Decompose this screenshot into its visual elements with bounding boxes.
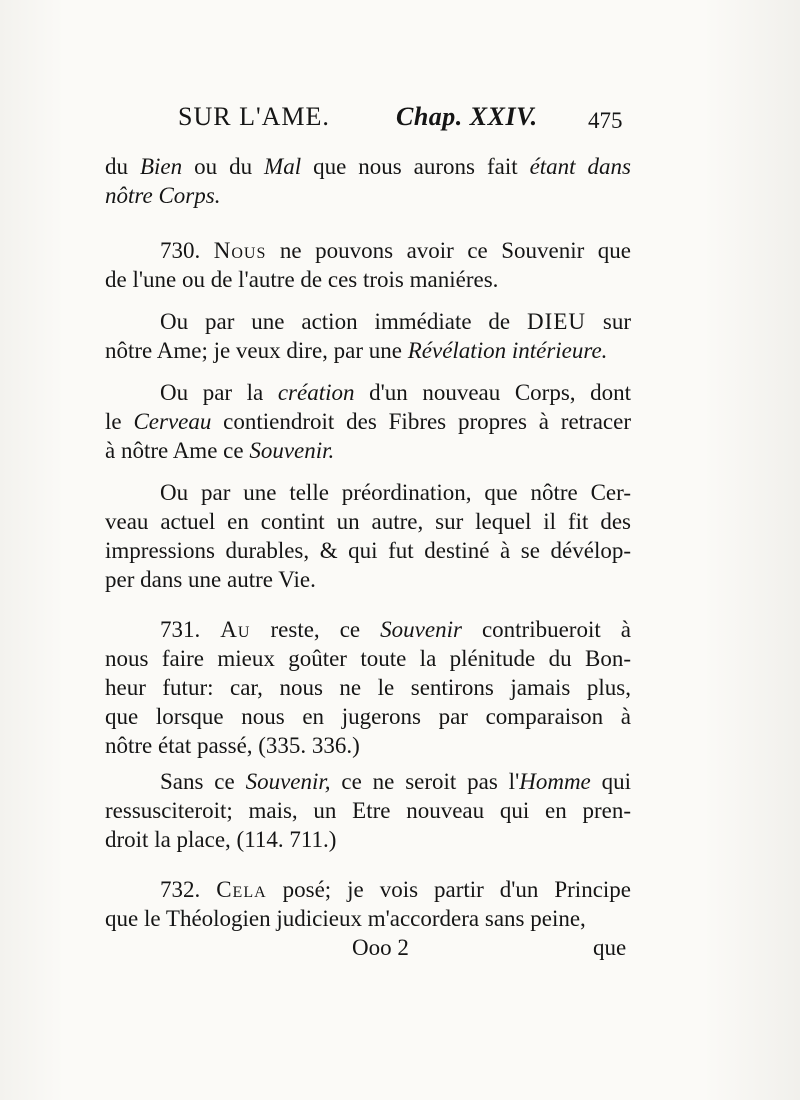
text-run: ou du (182, 154, 265, 179)
small-caps-run: DIEU (527, 309, 586, 334)
text-run: à nôtre Ame ce (105, 438, 250, 463)
text-line (105, 507, 631, 536)
italic-run: Souvenir (380, 617, 462, 642)
text-run: posé; je vois partir d'un Principe (266, 877, 632, 902)
text-run: du (105, 154, 140, 179)
paragraph-continuation (105, 152, 631, 210)
text-run: Sans ce (160, 769, 246, 794)
page-number: 475 (588, 108, 623, 133)
text-run: que lorsque nous en jugerons par comparaison à (105, 704, 631, 729)
text-line (105, 378, 631, 407)
text-line (105, 731, 631, 760)
text-run: per dans une autre Vie. (105, 567, 316, 592)
text-run: le (105, 409, 134, 434)
text-line (105, 436, 631, 465)
text-run: ne pouvons avoir ce Souvenir que (266, 238, 632, 263)
text-run: Ou par une telle préordination, que nôtre Cer- (160, 480, 631, 505)
text-line (105, 904, 631, 933)
header-title: SUR L'AME. (178, 102, 330, 131)
small-caps-run: Cela (216, 877, 267, 902)
paragraph-731 (105, 615, 631, 760)
italic-run: Mal (264, 154, 302, 179)
paragraph-730-option-1 (105, 307, 631, 365)
text-line (105, 615, 631, 644)
text-run: 732. (160, 877, 217, 902)
paragraph-730-option-3 (105, 478, 631, 594)
paragraph-730 (105, 236, 631, 294)
text-run: nôtre état passé, (335. 336.) (105, 733, 360, 758)
text-run: veau actuel en contint un autre, sur lequel il fit des (105, 509, 631, 534)
italic-run: nôtre Corps. (105, 183, 221, 208)
text-line (105, 673, 631, 702)
italic-run: Souvenir, (245, 769, 331, 794)
text-line (105, 181, 631, 210)
small-caps-run: Au (220, 617, 251, 642)
paragraph-732 (105, 875, 631, 933)
small-caps-run: Nous (213, 238, 267, 263)
signature-mark: Ooo 2 (352, 935, 409, 960)
text-line (105, 307, 631, 336)
text-run: droit la place, (114. 711.) (105, 827, 337, 852)
text-run: Ou par la (160, 380, 278, 405)
italic-run: création (277, 380, 355, 405)
text-run: contiendroit des Fibres propres à retracer (211, 409, 631, 434)
paragraph-730-option-2 (105, 378, 631, 465)
italic-run: Homme (519, 769, 591, 794)
text-line (105, 152, 631, 181)
text-line (105, 236, 631, 265)
italic-run: étant dans (529, 154, 631, 179)
text-line (105, 565, 631, 594)
italic-run: Cerveau (133, 409, 212, 434)
text-run: 731. (160, 617, 221, 642)
text-run: de l'une ou de l'autre de ces trois maniéres. (105, 267, 499, 292)
text-line (105, 478, 631, 507)
text-run: contribueroit à (461, 617, 631, 642)
text-run: d'un nouveau Corps, dont (354, 380, 632, 405)
text-line (105, 767, 631, 796)
text-line (105, 407, 631, 436)
text-run: 730. (160, 238, 214, 263)
text-line (105, 702, 631, 731)
text-run: que nous aurons fait (301, 154, 530, 179)
text-line (105, 265, 631, 294)
running-header (178, 100, 638, 140)
paragraph-731-continued (105, 767, 631, 854)
text-run: nôtre Ame; je veux dire, par une (105, 338, 408, 363)
italic-run: Révélation intérieure. (407, 338, 608, 363)
italic-run: Bien (139, 154, 183, 179)
text-run: nous faire mieux goûter toute la plénitude du Bon- (105, 646, 631, 671)
text-run: Ou par une action immédiate de (160, 309, 528, 334)
text-run: reste, ce (250, 617, 381, 642)
text-line (105, 875, 631, 904)
text-run: heur futur: car, nous ne le sentirons jamais plus, (105, 675, 631, 700)
text-run: qui (590, 769, 632, 794)
text-run: ressusciteroit; mais, un Etre nouveau qui en pren- (105, 798, 631, 823)
text-run: sur (585, 309, 631, 334)
text-run: que le Théologien judicieux m'accordera sans peine, (105, 906, 586, 931)
text-line (105, 825, 631, 854)
text-line (105, 336, 631, 365)
text-run: impressions durables, & qui fut destiné à se dévélop- (105, 538, 631, 563)
italic-run: Souvenir. (249, 438, 335, 463)
text-run: ce ne seroit pas l' (330, 769, 520, 794)
text-line (105, 536, 631, 565)
header-chapter: Chap. XXIV. (396, 102, 538, 131)
text-line (105, 644, 631, 673)
catchword: que (593, 935, 627, 960)
text-line (105, 796, 631, 825)
